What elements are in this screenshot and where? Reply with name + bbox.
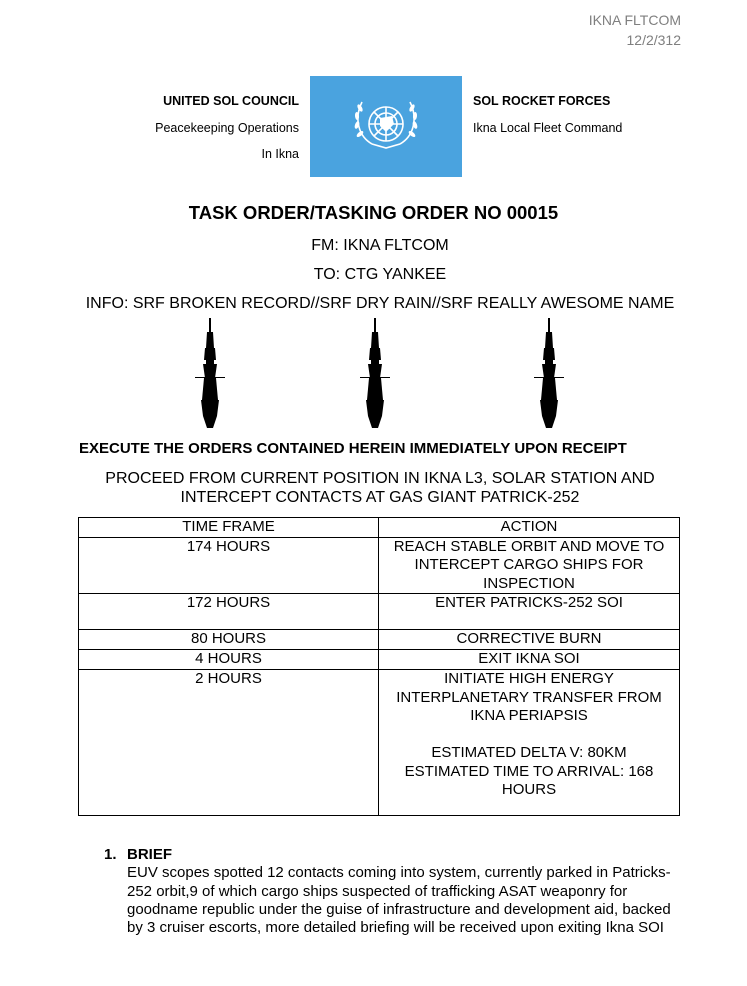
from-line: FM: IKNA FLTCOM — [311, 237, 449, 254]
time-frame-cell: 80 HOURS — [79, 630, 379, 650]
brief-section — [104, 846, 674, 937]
brief-number: 1. — [104, 846, 117, 863]
proceed-line-1: PROCEED FROM CURRENT POSITION IN IKNA L3, SOLAR STATION AND — [105, 470, 655, 487]
table-row — [79, 594, 680, 630]
time-frame-cell: 172 HOURS — [79, 594, 379, 630]
time-frame-header: TIME FRAME — [79, 518, 379, 538]
rocket-ship-icon — [195, 318, 225, 428]
council-location: In Ikna — [261, 147, 299, 161]
proceed-instruction — [0, 469, 747, 507]
to-line: TO: CTG YANKEE — [313, 266, 447, 283]
table-row — [79, 650, 680, 670]
time-frame-cell: 4 HOURS — [79, 650, 379, 670]
forces-name: SOL ROCKET FORCES — [473, 94, 611, 108]
execute-directive: EXECUTE THE ORDERS CONTAINED HEREIN IMMEDIATELY UPON RECEIPT — [79, 440, 627, 457]
table-row — [79, 537, 680, 594]
action-cell: EXIT IKNA SOI — [379, 650, 680, 670]
tasking-table — [78, 517, 680, 816]
action-header: ACTION — [379, 518, 680, 538]
brief-text: EUV scopes spotted 12 contacts coming into system, currently parked in Patricks-252 orbit,9 of which cargo ships suspected of trafficking ASAT weaponry for goodname republic under the guise of infrastructure and development aid, backed by 3 cruiser escorts, more detailed briefing will be received upon exiting Ikna SOI — [127, 864, 671, 937]
time-frame-cell: 174 HOURS — [79, 537, 379, 594]
info-line: INFO: SRF BROKEN RECORD//SRF DRY RAIN//SRF REALLY AWESOME NAME — [85, 295, 675, 312]
council-subunit: Peacekeeping Operations — [155, 120, 299, 135]
issuer-code: IKNA FLTCOM — [588, 12, 681, 28]
proceed-line-2: INTERCEPT CONTACTS AT GAS GIANT PATRICK-252 — [180, 489, 580, 506]
action-cell: CORRECTIVE BURN — [379, 630, 680, 650]
action-cell: REACH STABLE ORBIT AND MOVE TO INTERCEPT CARGO SHIPS FOR INSPECTION — [379, 537, 680, 594]
rocket-ship-icon — [534, 318, 564, 428]
document-reference — [589, 10, 681, 50]
document-date: 12/2/312 — [626, 32, 681, 48]
table-row — [79, 670, 680, 816]
issuer-block-right — [473, 88, 622, 141]
brief-heading: BRIEF — [127, 846, 172, 863]
table-row — [79, 630, 680, 650]
time-frame-cell: 2 HOURS — [79, 670, 379, 816]
action-cell: INITIATE HIGH ENERGY INTERPLANETARY TRANSFER FROM IKNA PERIAPSIS ESTIMATED DELTA V: 80KM ESTIMATED TIME TO ARRIVAL: 168 HOURS — [379, 670, 680, 816]
council-flag — [310, 76, 462, 177]
globe-laurel-icon — [310, 76, 462, 177]
rocket-ship-icon — [360, 318, 390, 428]
table-header-row — [79, 518, 680, 538]
forces-subunit: Ikna Local Fleet Command — [473, 120, 623, 135]
issuer-block-left — [155, 88, 299, 168]
document-title: TASK ORDER/TASKING ORDER NO 00015 — [188, 202, 559, 223]
action-cell: ENTER PATRICKS-252 SOI — [379, 594, 680, 630]
council-name: UNITED SOL COUNCIL — [163, 94, 299, 108]
